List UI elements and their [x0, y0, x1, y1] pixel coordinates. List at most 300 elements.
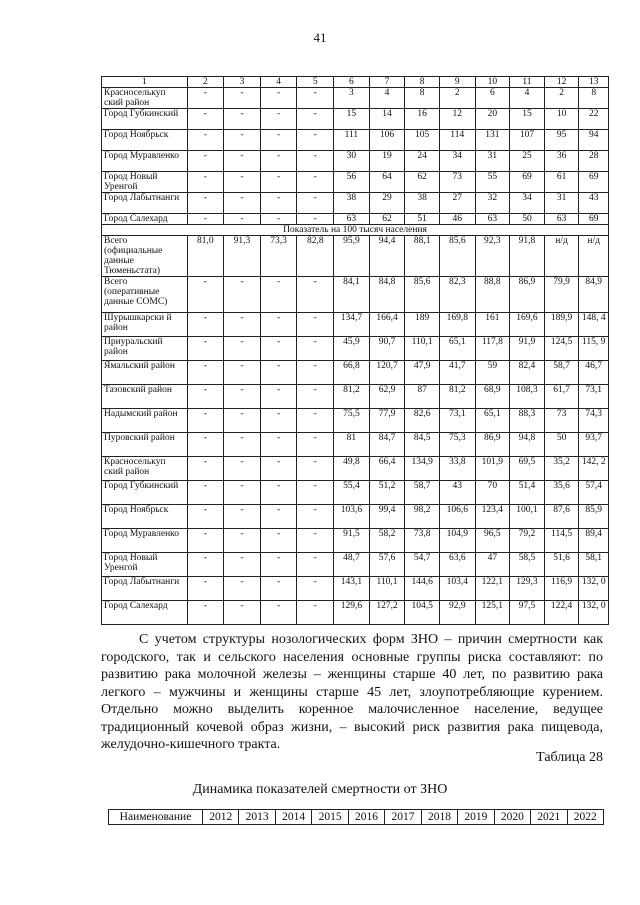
table-cell: -: [297, 109, 334, 130]
table-cell: 85,9: [579, 505, 609, 529]
table-row: [102, 529, 609, 553]
table-cell: 115, 9: [579, 337, 609, 361]
table-cell: 94: [579, 130, 609, 151]
column-header: 2018: [421, 810, 457, 825]
table-row: [102, 151, 609, 172]
table-cell: 98,2: [405, 505, 440, 529]
column-header: 1: [102, 77, 188, 88]
table-cell: -: [297, 529, 334, 553]
table-row: [102, 313, 609, 337]
table-number: Таблица 28: [536, 750, 603, 765]
table-cell: 55: [475, 172, 510, 193]
table-cell: 104,5: [405, 601, 440, 625]
table-cell: 2: [544, 88, 579, 109]
table-cell: 22: [579, 109, 609, 130]
table-cell: 74,3: [579, 409, 609, 433]
table-row: [102, 337, 609, 361]
table-cell: -: [224, 601, 261, 625]
table-cell: 79,9: [544, 277, 579, 313]
table-cell: -: [260, 529, 297, 553]
row-label: Красноселькуп ский район: [102, 88, 188, 109]
table-row: [102, 214, 609, 225]
table-cell: 62: [369, 214, 405, 225]
table-cell: 66,8: [334, 361, 370, 385]
table-cell: 144,6: [405, 577, 440, 601]
table-cell: 104,9: [439, 529, 475, 553]
table-cell: 15: [334, 109, 370, 130]
table-cell: 116,9: [544, 577, 579, 601]
table-cell: 4: [369, 88, 405, 109]
mortality-table: [101, 76, 609, 625]
table-cell: 50: [544, 433, 579, 457]
table-cell: 108,3: [510, 385, 545, 409]
table-cell: 85,6: [439, 236, 475, 277]
table-cell: 43: [439, 481, 475, 505]
table-cell: 75,5: [334, 409, 370, 433]
table-row: [102, 505, 609, 529]
table-cell: 54,7: [405, 553, 440, 577]
row-label: Город Салехард: [102, 214, 188, 225]
table-cell: -: [297, 361, 334, 385]
table-cell: 15: [510, 109, 545, 130]
table-cell: 55,4: [334, 481, 370, 505]
table-cell: 31: [544, 193, 579, 214]
table-cell: 134,9: [405, 457, 440, 481]
table-cell: 38: [405, 193, 440, 214]
table-header-row: [102, 77, 609, 88]
table-cell: 51,4: [510, 481, 545, 505]
table-cell: 58,7: [405, 481, 440, 505]
table-cell: 58,5: [510, 553, 545, 577]
table-cell: -: [297, 457, 334, 481]
table-cell: -: [224, 433, 261, 457]
table-cell: 86,9: [510, 277, 545, 313]
row-label: Тазовский район: [102, 385, 188, 409]
table-cell: -: [224, 277, 261, 313]
table-cell: 82,6: [405, 409, 440, 433]
table-cell: 91,9: [510, 337, 545, 361]
table-cell: 65,1: [439, 337, 475, 361]
table-cell: -: [297, 193, 334, 214]
table-cell: 46,7: [579, 361, 609, 385]
table-cell: 123,4: [475, 505, 510, 529]
table-cell: 10: [544, 109, 579, 130]
table-cell: -: [224, 214, 261, 225]
table-cell: 34: [439, 151, 475, 172]
table-cell: 81,2: [334, 385, 370, 409]
table-cell: -: [224, 505, 261, 529]
table-cell: -: [187, 130, 224, 151]
table-cell: 122,1: [475, 577, 510, 601]
table-cell: 25: [510, 151, 545, 172]
table-cell: -: [187, 409, 224, 433]
table-cell: 73,1: [579, 385, 609, 409]
column-header: 2015: [312, 810, 348, 825]
table-cell: -: [260, 553, 297, 577]
table-row: [102, 130, 609, 151]
table-cell: 73,3: [260, 236, 297, 277]
table-cell: 45,9: [334, 337, 370, 361]
table-cell: -: [187, 577, 224, 601]
table-cell: 27: [439, 193, 475, 214]
table-cell: 65,1: [475, 409, 510, 433]
table-cell: 69: [579, 214, 609, 225]
row-label: Всего (официальные данные Тюменьстата): [102, 236, 188, 277]
table-cell: 101,9: [475, 457, 510, 481]
table-cell: 124,5: [544, 337, 579, 361]
table-cell: 58,1: [579, 553, 609, 577]
table-cell: 79,2: [510, 529, 545, 553]
table-cell: 19: [369, 151, 405, 172]
table-cell: -: [297, 433, 334, 457]
row-label: Город Ноябрьск: [102, 130, 188, 151]
table-cell: -: [187, 172, 224, 193]
table-cell: 51,6: [544, 553, 579, 577]
row-label: Город Новый Уренгой: [102, 172, 188, 193]
row-label: Всего (оперативные данные СОМС): [102, 277, 188, 313]
table-cell: 31: [475, 151, 510, 172]
table-cell: -: [187, 481, 224, 505]
table-cell: 161: [475, 313, 510, 337]
table-cell: 86,9: [475, 433, 510, 457]
column-header: 9: [439, 77, 475, 88]
row-label: Надымский район: [102, 409, 188, 433]
table-cell: н/д: [544, 236, 579, 277]
table-cell: 47: [475, 553, 510, 577]
table-cell: 77,9: [369, 409, 405, 433]
table-cell: 117,8: [475, 337, 510, 361]
table-cell: -: [260, 277, 297, 313]
table-cell: 110,1: [369, 577, 405, 601]
column-header: 6: [334, 77, 370, 88]
table-cell: 84,5: [405, 433, 440, 457]
table-cell: 103,6: [334, 505, 370, 529]
table-cell: -: [187, 505, 224, 529]
table-cell: 30: [334, 151, 370, 172]
table-cell: 99,4: [369, 505, 405, 529]
table-cell: 73: [544, 409, 579, 433]
table-cell: -: [224, 337, 261, 361]
table-cell: -: [297, 385, 334, 409]
column-header: 2014: [275, 810, 311, 825]
table-cell: 28: [579, 151, 609, 172]
column-header: 12: [544, 77, 579, 88]
table-cell: 107: [510, 130, 545, 151]
table-cell: 142, 2: [579, 457, 609, 481]
table-cell: 68,9: [475, 385, 510, 409]
table-cell: -: [224, 457, 261, 481]
table-cell: -: [260, 505, 297, 529]
row-label: Город Муравленко: [102, 529, 188, 553]
table-cell: 95: [544, 130, 579, 151]
table-cell: -: [297, 151, 334, 172]
table-cell: -: [224, 409, 261, 433]
table-title: Динамика показателей смертности от ЗНО: [192, 782, 448, 797]
table-cell: -: [297, 481, 334, 505]
table-cell: 94,8: [510, 433, 545, 457]
table-cell: 84,1: [334, 277, 370, 313]
table-cell: -: [297, 553, 334, 577]
row-label: Город Ноябрьск: [102, 505, 188, 529]
table-cell: -: [224, 481, 261, 505]
table-cell: 51: [405, 214, 440, 225]
table-cell: -: [187, 385, 224, 409]
table-cell: 63: [475, 214, 510, 225]
column-header: 8: [405, 77, 440, 88]
column-header: 2: [187, 77, 224, 88]
table-cell: 111: [334, 130, 370, 151]
table-cell: 73,8: [405, 529, 440, 553]
table-cell: 81,2: [439, 385, 475, 409]
table-cell: 95,9: [334, 236, 370, 277]
table-cell: -: [224, 313, 261, 337]
table-cell: 58,2: [369, 529, 405, 553]
table-cell: 75,3: [439, 433, 475, 457]
table-cell: -: [187, 337, 224, 361]
table-cell: 85,6: [405, 277, 440, 313]
table-cell: -: [260, 481, 297, 505]
table-cell: 106: [369, 130, 405, 151]
column-header: 2021: [531, 810, 567, 825]
column-header: 13: [579, 77, 609, 88]
table-row: [102, 385, 609, 409]
table-cell: -: [297, 172, 334, 193]
table-cell: -: [260, 313, 297, 337]
table-cell: 143,1: [334, 577, 370, 601]
table-cell: -: [260, 577, 297, 601]
table-cell: -: [260, 88, 297, 109]
row-label: Приуральский район: [102, 337, 188, 361]
table-cell: -: [187, 457, 224, 481]
table-cell: 33,8: [439, 457, 475, 481]
table-cell: 62: [405, 172, 440, 193]
table-row: [102, 457, 609, 481]
table-cell: -: [297, 313, 334, 337]
table-cell: 82,3: [439, 277, 475, 313]
table-cell: 148, 4: [579, 313, 609, 337]
table-cell: -: [187, 361, 224, 385]
table-cell: 132, 0: [579, 601, 609, 625]
table-cell: 51,2: [369, 481, 405, 505]
table-cell: 57,4: [579, 481, 609, 505]
table-row: [102, 277, 609, 313]
table-cell: 89,4: [579, 529, 609, 553]
table-cell: -: [297, 214, 334, 225]
table-cell: 105: [405, 130, 440, 151]
table-cell: 34: [510, 193, 545, 214]
row-label: Город Губкинский: [102, 109, 188, 130]
row-label: Город Муравленко: [102, 151, 188, 172]
table-cell: 81: [334, 433, 370, 457]
table-cell: -: [224, 193, 261, 214]
table-cell: -: [260, 193, 297, 214]
table-cell: 169,8: [439, 313, 475, 337]
table-cell: -: [187, 553, 224, 577]
table-row: [102, 109, 609, 130]
table-cell: 114: [439, 130, 475, 151]
table-cell: 48,7: [334, 553, 370, 577]
table-cell: 6: [475, 88, 510, 109]
table-cell: 91,3: [224, 236, 261, 277]
table-cell: 8: [579, 88, 609, 109]
table-cell: 16: [405, 109, 440, 130]
table-header-row: [109, 810, 604, 825]
table-row: [102, 481, 609, 505]
table-cell: 43: [579, 193, 609, 214]
table-cell: -: [224, 361, 261, 385]
table-cell: -: [297, 130, 334, 151]
row-label: Красноселькуп ский район: [102, 457, 188, 481]
table-cell: -: [260, 130, 297, 151]
table-cell: -: [224, 577, 261, 601]
table-cell: 35,2: [544, 457, 579, 481]
table-cell: 63: [544, 214, 579, 225]
column-header: 11: [510, 77, 545, 88]
table-cell: -: [224, 529, 261, 553]
table-cell: -: [297, 337, 334, 361]
table-cell: 129,6: [334, 601, 370, 625]
table-cell: 36: [544, 151, 579, 172]
table-row: [102, 601, 609, 625]
body-paragraph: С учетом структуры нозологических форм ЗНО – причин смертности как городского, так и сельского населения основные группы риска составляют: по развитию рака молочной железы – женщины старше 40 лет, по развитию рака легкого – мужчины и женщины старше 45 лет, злоупотребляющие курением. Отдельно можно выделить коренное малочисленное население, ведущее традиционный кочевой образ жизни, – высокий риск развития рака пищевода, желудочно-кишечного тракта.: [101, 632, 603, 752]
table-cell: -: [260, 385, 297, 409]
table-cell: 73: [439, 172, 475, 193]
table-cell: 84,9: [579, 277, 609, 313]
table-cell: 91,5: [334, 529, 370, 553]
table-cell: 62,9: [369, 385, 405, 409]
page-number: 41: [313, 30, 327, 45]
table-cell: -: [187, 88, 224, 109]
table-cell: 63,6: [439, 553, 475, 577]
table-cell: 14: [369, 109, 405, 130]
table-cell: 61,7: [544, 385, 579, 409]
column-header: 2019: [458, 810, 494, 825]
table-cell: 132, 0: [579, 577, 609, 601]
table-cell: -: [224, 88, 261, 109]
table-cell: -: [187, 433, 224, 457]
table-cell: -: [260, 109, 297, 130]
table-cell: 82,8: [297, 236, 334, 277]
column-header: 2017: [385, 810, 421, 825]
table-cell: 84,8: [369, 277, 405, 313]
table-cell: -: [297, 277, 334, 313]
table-row: [102, 361, 609, 385]
table-cell: -: [260, 337, 297, 361]
row-label: Шурышкарски й район: [102, 313, 188, 337]
table-cell: -: [260, 433, 297, 457]
table-cell: н/д: [579, 236, 609, 277]
table-cell: 189,9: [544, 313, 579, 337]
table-cell: 2: [439, 88, 475, 109]
section-row: [102, 225, 609, 236]
table-cell: 127,2: [369, 601, 405, 625]
column-header: 3: [224, 77, 261, 88]
row-label: Пуровский район: [102, 433, 188, 457]
table-cell: 69: [510, 172, 545, 193]
table-cell: 88,8: [475, 277, 510, 313]
table-cell: 66,4: [369, 457, 405, 481]
column-header: 2016: [348, 810, 384, 825]
table-row: [102, 577, 609, 601]
table-cell: -: [260, 214, 297, 225]
table-cell: 169,6: [510, 313, 545, 337]
row-label: Город Салехард: [102, 601, 188, 625]
table-cell: 12: [439, 109, 475, 130]
table-cell: 63: [334, 214, 370, 225]
table-cell: -: [187, 529, 224, 553]
table-cell: 125,1: [475, 601, 510, 625]
table-cell: 38: [334, 193, 370, 214]
table-cell: 129,3: [510, 577, 545, 601]
table-cell: 69: [579, 172, 609, 193]
column-header: 2012: [203, 810, 239, 825]
table-cell: 110,1: [405, 337, 440, 361]
table-cell: 32: [475, 193, 510, 214]
table-cell: 57,6: [369, 553, 405, 577]
row-label: Город Новый Уренгой: [102, 553, 188, 577]
table-cell: 166,4: [369, 313, 405, 337]
table-cell: -: [187, 193, 224, 214]
table-cell: -: [224, 151, 261, 172]
table-cell: 122,4: [544, 601, 579, 625]
table-cell: 70: [475, 481, 510, 505]
table-cell: 93,7: [579, 433, 609, 457]
table-row: [102, 433, 609, 457]
table-cell: 56: [334, 172, 370, 193]
row-label: Ямальский район: [102, 361, 188, 385]
column-header: 5: [297, 77, 334, 88]
table-cell: 61: [544, 172, 579, 193]
column-header: Наименование: [109, 810, 203, 825]
row-label: Город Губкинский: [102, 481, 188, 505]
table-cell: 114,5: [544, 529, 579, 553]
row-label: Город Лабытнанги: [102, 193, 188, 214]
table-cell: 81,0: [187, 236, 224, 277]
table-cell: -: [224, 385, 261, 409]
table-cell: 92,9: [439, 601, 475, 625]
column-header: 2020: [494, 810, 530, 825]
table-row: [102, 88, 609, 109]
table-cell: 90,7: [369, 337, 405, 361]
row-label: Город Лабытнанги: [102, 577, 188, 601]
table-cell: -: [187, 277, 224, 313]
table-cell: 20: [475, 109, 510, 130]
table-cell: -: [260, 172, 297, 193]
column-header: 2022: [567, 810, 603, 825]
table-cell: 73,1: [439, 409, 475, 433]
table-cell: -: [297, 409, 334, 433]
table-row: [102, 172, 609, 193]
table-cell: 4: [510, 88, 545, 109]
table-cell: 49,8: [334, 457, 370, 481]
dynamics-table-header: [108, 809, 604, 825]
table-cell: -: [187, 214, 224, 225]
table-cell: 8: [405, 88, 440, 109]
table-cell: 134,7: [334, 313, 370, 337]
table-cell: 88,1: [405, 236, 440, 277]
table-cell: 84,7: [369, 433, 405, 457]
table-cell: 97,5: [510, 601, 545, 625]
table-cell: -: [297, 88, 334, 109]
table-cell: 69,5: [510, 457, 545, 481]
table-cell: 35,6: [544, 481, 579, 505]
table-cell: 24: [405, 151, 440, 172]
table-cell: 59: [475, 361, 510, 385]
table-cell: -: [224, 130, 261, 151]
column-header: 7: [369, 77, 405, 88]
table-cell: 29: [369, 193, 405, 214]
table-cell: 41,7: [439, 361, 475, 385]
